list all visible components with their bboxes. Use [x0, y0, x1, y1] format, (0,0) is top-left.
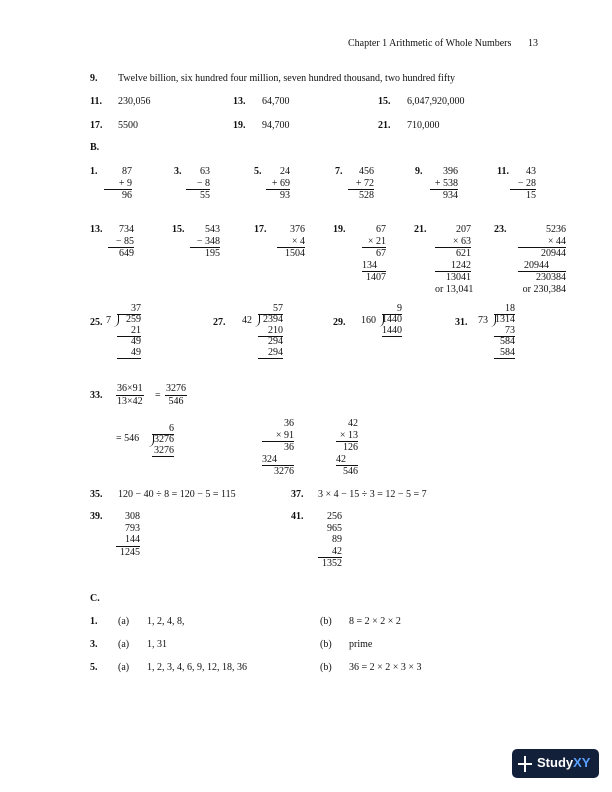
item-number: 29. [333, 317, 346, 328]
item-number: 41. [291, 511, 304, 522]
operand: × 13 [336, 430, 358, 443]
quotient: 6 [169, 423, 174, 434]
operand: 734 [119, 224, 134, 235]
item-number: 17. [254, 224, 267, 235]
addend: 256 [327, 511, 342, 522]
item-number: 27. [213, 317, 226, 328]
item-number: 15. [378, 96, 391, 107]
operand: 376 [290, 224, 305, 235]
item-number: 19. [333, 224, 346, 235]
partial-product: 67 [376, 248, 386, 259]
item-number: 3. [174, 166, 182, 177]
long-division [361, 303, 402, 337]
expression: 3 × 4 − 15 ÷ 3 = 12 − 5 = 7 [318, 489, 427, 500]
long-division [478, 303, 515, 359]
item-number: 11. [497, 166, 509, 177]
denominator: 13×42 [117, 396, 143, 407]
answer-text: 710,000 [407, 120, 440, 131]
vertical-arithmetic [336, 418, 358, 478]
divisor: 160 [361, 315, 376, 326]
operand: × 4 [277, 236, 305, 249]
partial-product: 20944 [518, 260, 566, 273]
addend: 89 [332, 534, 342, 545]
answer-text: 5500 [118, 120, 138, 131]
vertical-arithmetic [190, 224, 220, 260]
vertical-arithmetic [518, 224, 566, 295]
operand: − 8 [186, 178, 210, 191]
expression: 120 − 40 ÷ 8 = 120 − 5 = 115 [118, 489, 236, 500]
part-label: (a) [118, 616, 130, 627]
operand: × 44 [518, 236, 566, 249]
operand: × 63 [435, 236, 471, 249]
division-step: 49 [117, 348, 141, 360]
partial-product: 20944 [541, 248, 566, 259]
division-step: 584 [500, 336, 515, 347]
item-number: 39. [90, 511, 103, 522]
quotient: 37 [131, 303, 141, 314]
item-number: 21. [414, 224, 427, 235]
operand: 543 [205, 224, 220, 235]
part-label: (a) [118, 662, 130, 673]
vertical-arithmetic [510, 166, 536, 202]
denominator: 546 [168, 396, 184, 407]
answer-text: 36 = 2 × 2 × 3 × 3 [349, 662, 422, 673]
part-label: (b) [320, 639, 332, 650]
partial-product: 36 [284, 442, 294, 453]
item-number: 19. [233, 120, 246, 131]
operand: × 91 [262, 430, 294, 443]
division-prefix: = 546 [116, 433, 140, 444]
dividend: 1440 [382, 314, 402, 325]
vertical-arithmetic [318, 511, 342, 570]
operand: + 9 [104, 178, 132, 191]
quotient: 9 [397, 303, 402, 314]
chapter-title: Chapter 1 Arithmetic of Whole Numbers [348, 38, 512, 49]
item-number: 13. [90, 224, 103, 235]
item-number: 37. [291, 489, 304, 500]
item-number: 15. [172, 224, 185, 235]
vertical-arithmetic [266, 166, 290, 202]
vertical-arithmetic [104, 166, 132, 202]
result-formatted: or 230,384 [522, 283, 566, 295]
operand: + 72 [348, 178, 374, 191]
item-number: 17. [90, 120, 103, 131]
answer-text: 1, 2, 3, 4, 6, 9, 12, 18, 36 [147, 662, 247, 673]
logo-brand-accent: XY [573, 755, 591, 770]
item-number: 5. [90, 662, 98, 673]
result: 546 [343, 466, 358, 477]
numerator: 36×91 [117, 383, 143, 394]
partial-product: 1242 [435, 260, 471, 273]
result: 93 [280, 190, 290, 201]
item-number: 9. [90, 73, 98, 84]
operand: 87 [122, 166, 132, 177]
answer-text: 94,700 [262, 120, 290, 131]
answer-text: 230,056 [118, 96, 151, 107]
answer-text: 1, 31 [147, 639, 167, 650]
dividend: 1314 [495, 314, 515, 325]
item-number: 21. [378, 120, 391, 131]
operand: 67 [376, 224, 386, 235]
addend: 308 [125, 511, 140, 522]
vertical-arithmetic [348, 166, 374, 202]
page-number: 13 [528, 38, 538, 49]
item-number: 1. [90, 616, 98, 627]
division-step: 73 [494, 326, 515, 338]
dividend: 3276 [154, 434, 174, 445]
long-division [106, 303, 141, 359]
vertical-arithmetic [116, 511, 140, 558]
division-step: 294 [258, 348, 283, 360]
vertical-arithmetic [277, 224, 305, 260]
equals-sign: = [155, 390, 161, 401]
item-number: 3. [90, 639, 98, 650]
vertical-arithmetic [435, 224, 474, 295]
operand: 207 [456, 224, 471, 235]
partial-product: 126 [343, 442, 358, 453]
dividend: 259 [126, 314, 141, 325]
result: 528 [359, 190, 374, 201]
division-step: 584 [494, 348, 515, 360]
quotient: 18 [505, 303, 515, 314]
partial-product: 42 [336, 454, 358, 467]
long-division [242, 303, 283, 359]
dividend: 2394 [263, 314, 283, 325]
operand: 5236 [546, 224, 566, 235]
result: 13041 [446, 272, 471, 283]
result: 1352 [322, 558, 342, 569]
answer-text: Twelve billion, six hundred four million, seven hundred thousand, two hundred fifty [118, 73, 456, 84]
item-number: 11. [90, 96, 102, 107]
item-number: 1. [90, 166, 98, 177]
operand: − 28 [510, 178, 536, 191]
division-step: 1440 [382, 324, 402, 336]
result: 55 [200, 190, 210, 201]
addend: 144 [116, 534, 140, 547]
result: 3276 [274, 466, 294, 477]
logo-brand: Study [537, 755, 574, 770]
result: 96 [122, 190, 132, 201]
partial-product: 134 [362, 260, 386, 273]
result: 1245 [120, 546, 140, 558]
operand: − 85 [108, 236, 134, 249]
item-number: 7. [335, 166, 343, 177]
item-number: 23. [494, 224, 507, 235]
operand: + 538 [430, 178, 458, 191]
answer-text: prime [349, 639, 373, 650]
vertical-arithmetic [262, 418, 294, 478]
item-number: 25. [90, 317, 103, 328]
vertical-arithmetic [430, 166, 458, 202]
part-label: (b) [320, 662, 332, 673]
result: 1407 [366, 272, 386, 283]
partial-product: 324 [262, 454, 294, 467]
answer-text: 8 = 2 × 2 × 2 [349, 616, 401, 627]
result: 1504 [285, 248, 305, 259]
part-label: (a) [118, 639, 130, 650]
item-number: 13. [233, 96, 246, 107]
numerator: 3276 [166, 383, 186, 394]
operand: 63 [200, 166, 210, 177]
operand: 24 [280, 166, 290, 177]
result-formatted: or 13,041 [435, 283, 474, 295]
item-number: 31. [455, 317, 468, 328]
operand: 456 [359, 166, 374, 177]
addend: 42 [318, 546, 342, 559]
logo-text [537, 755, 590, 771]
item-number: 9. [415, 166, 423, 177]
item-number: 35. [90, 489, 103, 500]
part-label: (b) [320, 616, 332, 627]
item-number: 5. [254, 166, 262, 177]
division-step: 3276 [154, 444, 174, 456]
answer-text: 6,047,920,000 [407, 96, 465, 107]
operand: × 21 [362, 236, 386, 249]
result: 649 [119, 248, 134, 259]
answer-text: 64,700 [262, 96, 290, 107]
item-number: 33. [90, 390, 103, 401]
divisor: 7 [106, 315, 111, 326]
long-division [152, 423, 174, 457]
section-heading: B. [90, 142, 100, 153]
partial-product: 621 [456, 248, 471, 259]
operand: + 69 [266, 178, 290, 191]
operand: 43 [526, 166, 536, 177]
section-heading: C. [90, 593, 100, 604]
result: 15 [526, 190, 536, 201]
fraction [165, 383, 187, 408]
division-step: 210 [258, 326, 283, 338]
operand: 396 [443, 166, 458, 177]
vertical-arithmetic [108, 224, 134, 260]
addend: 793 [125, 522, 140, 534]
operand: 36 [284, 418, 294, 429]
division-step: 49 [131, 336, 141, 347]
studyxy-logo[interactable] [512, 749, 599, 778]
vertical-arithmetic [186, 166, 210, 202]
operand: − 348 [190, 236, 220, 249]
quotient: 57 [273, 303, 283, 314]
result: 934 [443, 190, 458, 201]
answer-text: 1, 2, 4, 8, [147, 616, 185, 627]
divisor: 42 [242, 315, 252, 326]
plus-icon [518, 753, 532, 767]
division-step: 294 [268, 336, 283, 347]
result: 230384 [536, 272, 566, 283]
division-step: 21 [117, 326, 141, 338]
vertical-arithmetic [362, 224, 386, 284]
fraction [116, 383, 144, 408]
result: 195 [205, 248, 220, 259]
addend: 965 [327, 522, 342, 534]
divisor: 73 [478, 315, 488, 326]
operand: 42 [348, 418, 358, 429]
